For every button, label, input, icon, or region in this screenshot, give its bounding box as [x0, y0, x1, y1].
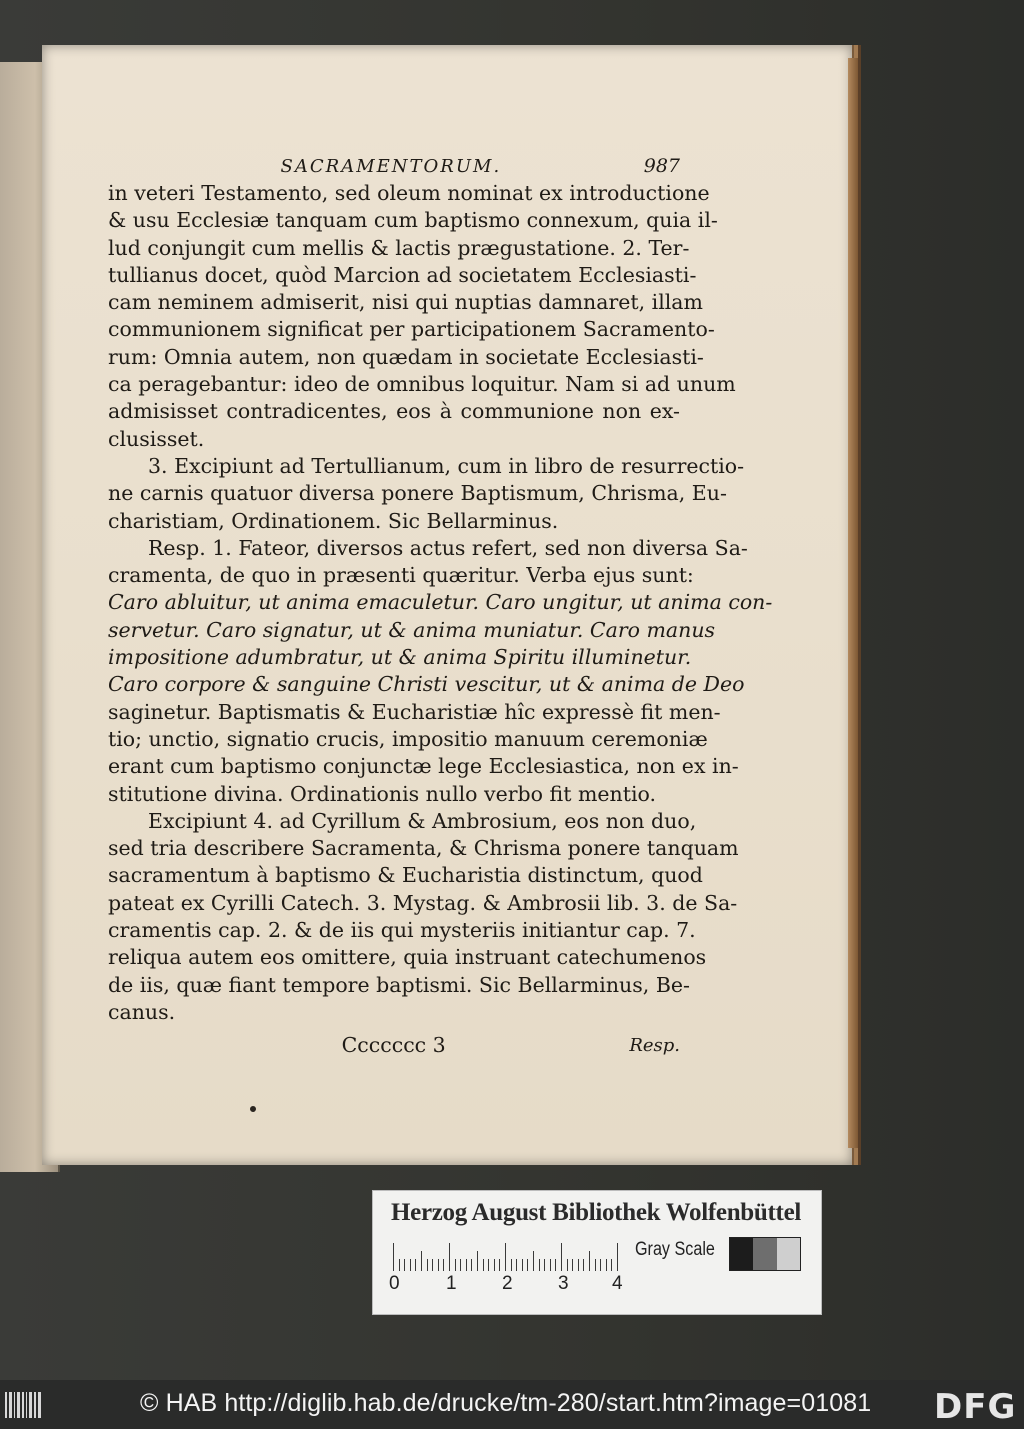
ruler-tick [544, 1259, 545, 1271]
barcode-icon [4, 1390, 42, 1420]
ruler-tick [438, 1259, 439, 1271]
running-head [108, 153, 680, 180]
footer-bar [0, 1380, 1024, 1429]
text-line: & usu Ecclesiæ tanquam cum baptismo connexum, quia il- [108, 208, 718, 233]
ruler-tick [550, 1259, 551, 1271]
ruler-label-1: 1 [446, 1273, 457, 1294]
text-line: cramenta, de quo in præsenti quæritur. Verba ejus sunt: [108, 563, 694, 588]
ruler-tick [432, 1259, 433, 1271]
text-line: lud conjungit cum mellis & lactis prægustatione. 2. Ter- [108, 235, 690, 260]
ruler-tick [561, 1243, 562, 1271]
text-line: de iis, quæ fiant tempore baptismi. Sic Bellarminus, Be- [108, 972, 690, 997]
text-line: admisisset contradicentes, eos à communione non ex- [108, 399, 680, 424]
ruler-tick [483, 1259, 484, 1271]
ruler-tick [595, 1259, 596, 1271]
ruler-tick [455, 1259, 456, 1271]
text-line: sacramentum à baptismo & Eucharistia distinctum, quod [108, 863, 703, 888]
ruler-tick [600, 1259, 601, 1271]
ruler-tick [393, 1243, 394, 1271]
catchword: Resp. [629, 1035, 680, 1057]
text-line: sed tria describere Sacramenta, & Chrisma ponere tanquam [108, 836, 739, 861]
ruler-tick [606, 1259, 607, 1271]
ruler-tick [404, 1259, 405, 1271]
ruler-tick [449, 1243, 450, 1271]
ruler-tick [611, 1259, 612, 1271]
ruler-tick [399, 1259, 400, 1271]
ruler-tick [415, 1259, 416, 1271]
ruler-label-3: 3 [558, 1273, 569, 1294]
running-head-title: SACRAMENTORUM. [280, 156, 502, 177]
footer-copyright-url[interactable]: © HAB http://diglib.hab.de/drucke/tm-280/start.htm?image=01081 [140, 1389, 872, 1417]
gray-swatch-mid [753, 1238, 776, 1270]
ruler-tick [539, 1259, 540, 1271]
text-line: cam neminem admiserit, nisi qui nuptias damnaret, illam [108, 290, 703, 315]
ruler-tick [589, 1251, 590, 1271]
gray-scale-label: Gray Scale [635, 1239, 715, 1260]
ruler-tick [505, 1243, 506, 1271]
text-line: stitutione divina. Ordinationis nullo verbo fit mentio. [108, 781, 657, 806]
ruler-tick [494, 1259, 495, 1271]
ruler-tick [471, 1259, 472, 1271]
text-lines [108, 180, 773, 1026]
ruler-tick [522, 1259, 523, 1271]
ruler-tick [527, 1259, 528, 1271]
ruler-tick [466, 1259, 467, 1271]
text-line: impositione adumbratur, ut & anima Spiritu illuminetur. [108, 645, 692, 670]
page-fore-edge [848, 58, 858, 1148]
text-line: cramentis cap. 2. & de iis qui mysteriis initiantur cap. 7. [108, 918, 696, 943]
text-line: saginetur. Baptismatis & Eucharistiæ hîc expressè fit men- [108, 699, 721, 724]
ruler-tick [555, 1259, 556, 1271]
text-line: ne carnis quatuor diversa ponere Baptismum, Chrisma, Eu- [108, 481, 727, 506]
text-line: Caro corpore & sanguine Christi vescitur, ut & anima de Deo [108, 672, 745, 697]
dfg-logo: DFG [934, 1387, 1017, 1427]
text-line: servetur. Caro signatur, ut & anima muniatur. Caro manus [108, 617, 716, 642]
ruler-tick [460, 1259, 461, 1271]
ruler-tick [499, 1259, 500, 1271]
ruler-tick [516, 1259, 517, 1271]
text-line: charistiam, Ordinationem. Sic Bellarminus. [108, 508, 559, 533]
text-line: ca peragebantur: ideo de omnibus loquitur. Nam si ad unum [108, 372, 736, 397]
ruler-tick [583, 1259, 584, 1271]
text-line: tullianus docet, quòd Marcion ad societatem Ecclesiasti- [108, 262, 697, 287]
text-line: Resp. 1. Fateor, diversos actus refert, sed non diversa Sa- [148, 535, 748, 560]
ink-speck [250, 1106, 256, 1112]
text-line: Caro abluitur, ut anima emaculetur. Caro ungitur, ut anima con- [108, 590, 773, 615]
ruler-tick [477, 1251, 478, 1271]
signature-mark: Ccccccc 3 [341, 1033, 446, 1058]
ruler-tick [567, 1259, 568, 1271]
text-line: Excipiunt 4. ad Cyrillum & Ambrosium, eos non duo, [148, 808, 697, 833]
gray-swatch-dark [730, 1238, 753, 1270]
ruler-tick [421, 1251, 422, 1271]
text-line: tio; unctio, signatio crucis, impositio manuum ceremoniæ [108, 726, 708, 751]
page-signature-line [108, 1032, 680, 1059]
ruler-label-2: 2 [502, 1273, 513, 1294]
gray-scale-swatches [729, 1237, 801, 1271]
ruler-tick [410, 1259, 411, 1271]
text-line: erant cum baptismo conjunctæ lege Ecclesiastica, non ex in- [108, 754, 739, 779]
text-line: 3. Excipiunt ad Tertullianum, cum in libro de resurrectio- [148, 453, 745, 478]
ruler-tick [511, 1259, 512, 1271]
page-number: 987 [643, 155, 680, 177]
ruler-tick [443, 1259, 444, 1271]
text-line: communionem significat per participationem Sacramento- [108, 317, 715, 342]
ruler-tick [488, 1259, 489, 1271]
page-text [108, 153, 773, 1060]
ruler-tick [617, 1243, 618, 1271]
text-line: rum: Omnia autem, non quædam in societate Ecclesiasti- [108, 344, 704, 369]
ruler-label-0: 0 [389, 1273, 400, 1294]
text-line: pateat ex Cyrilli Catech. 3. Mystag. & Ambrosii lib. 3. de Sa- [108, 890, 738, 915]
scale-ruler [393, 1241, 625, 1271]
ruler-tick [578, 1259, 579, 1271]
ruler-tick [572, 1259, 573, 1271]
ruler-tick [533, 1251, 534, 1271]
gray-swatch-light [777, 1238, 800, 1270]
text-line: clusisset. [108, 426, 205, 451]
text-line: in veteri Testamento, sed oleum nominat ex introductione [108, 181, 710, 205]
ruler-label-4: 4 [612, 1273, 623, 1294]
card-title: Herzog August Bibliothek Wolfenbüttel [391, 1199, 802, 1226]
text-line: canus. [108, 999, 176, 1024]
ruler-tick [427, 1259, 428, 1271]
text-line: reliqua autem eos omittere, quia instruant catechumenos [108, 945, 707, 970]
color-calibration-card [372, 1190, 822, 1315]
